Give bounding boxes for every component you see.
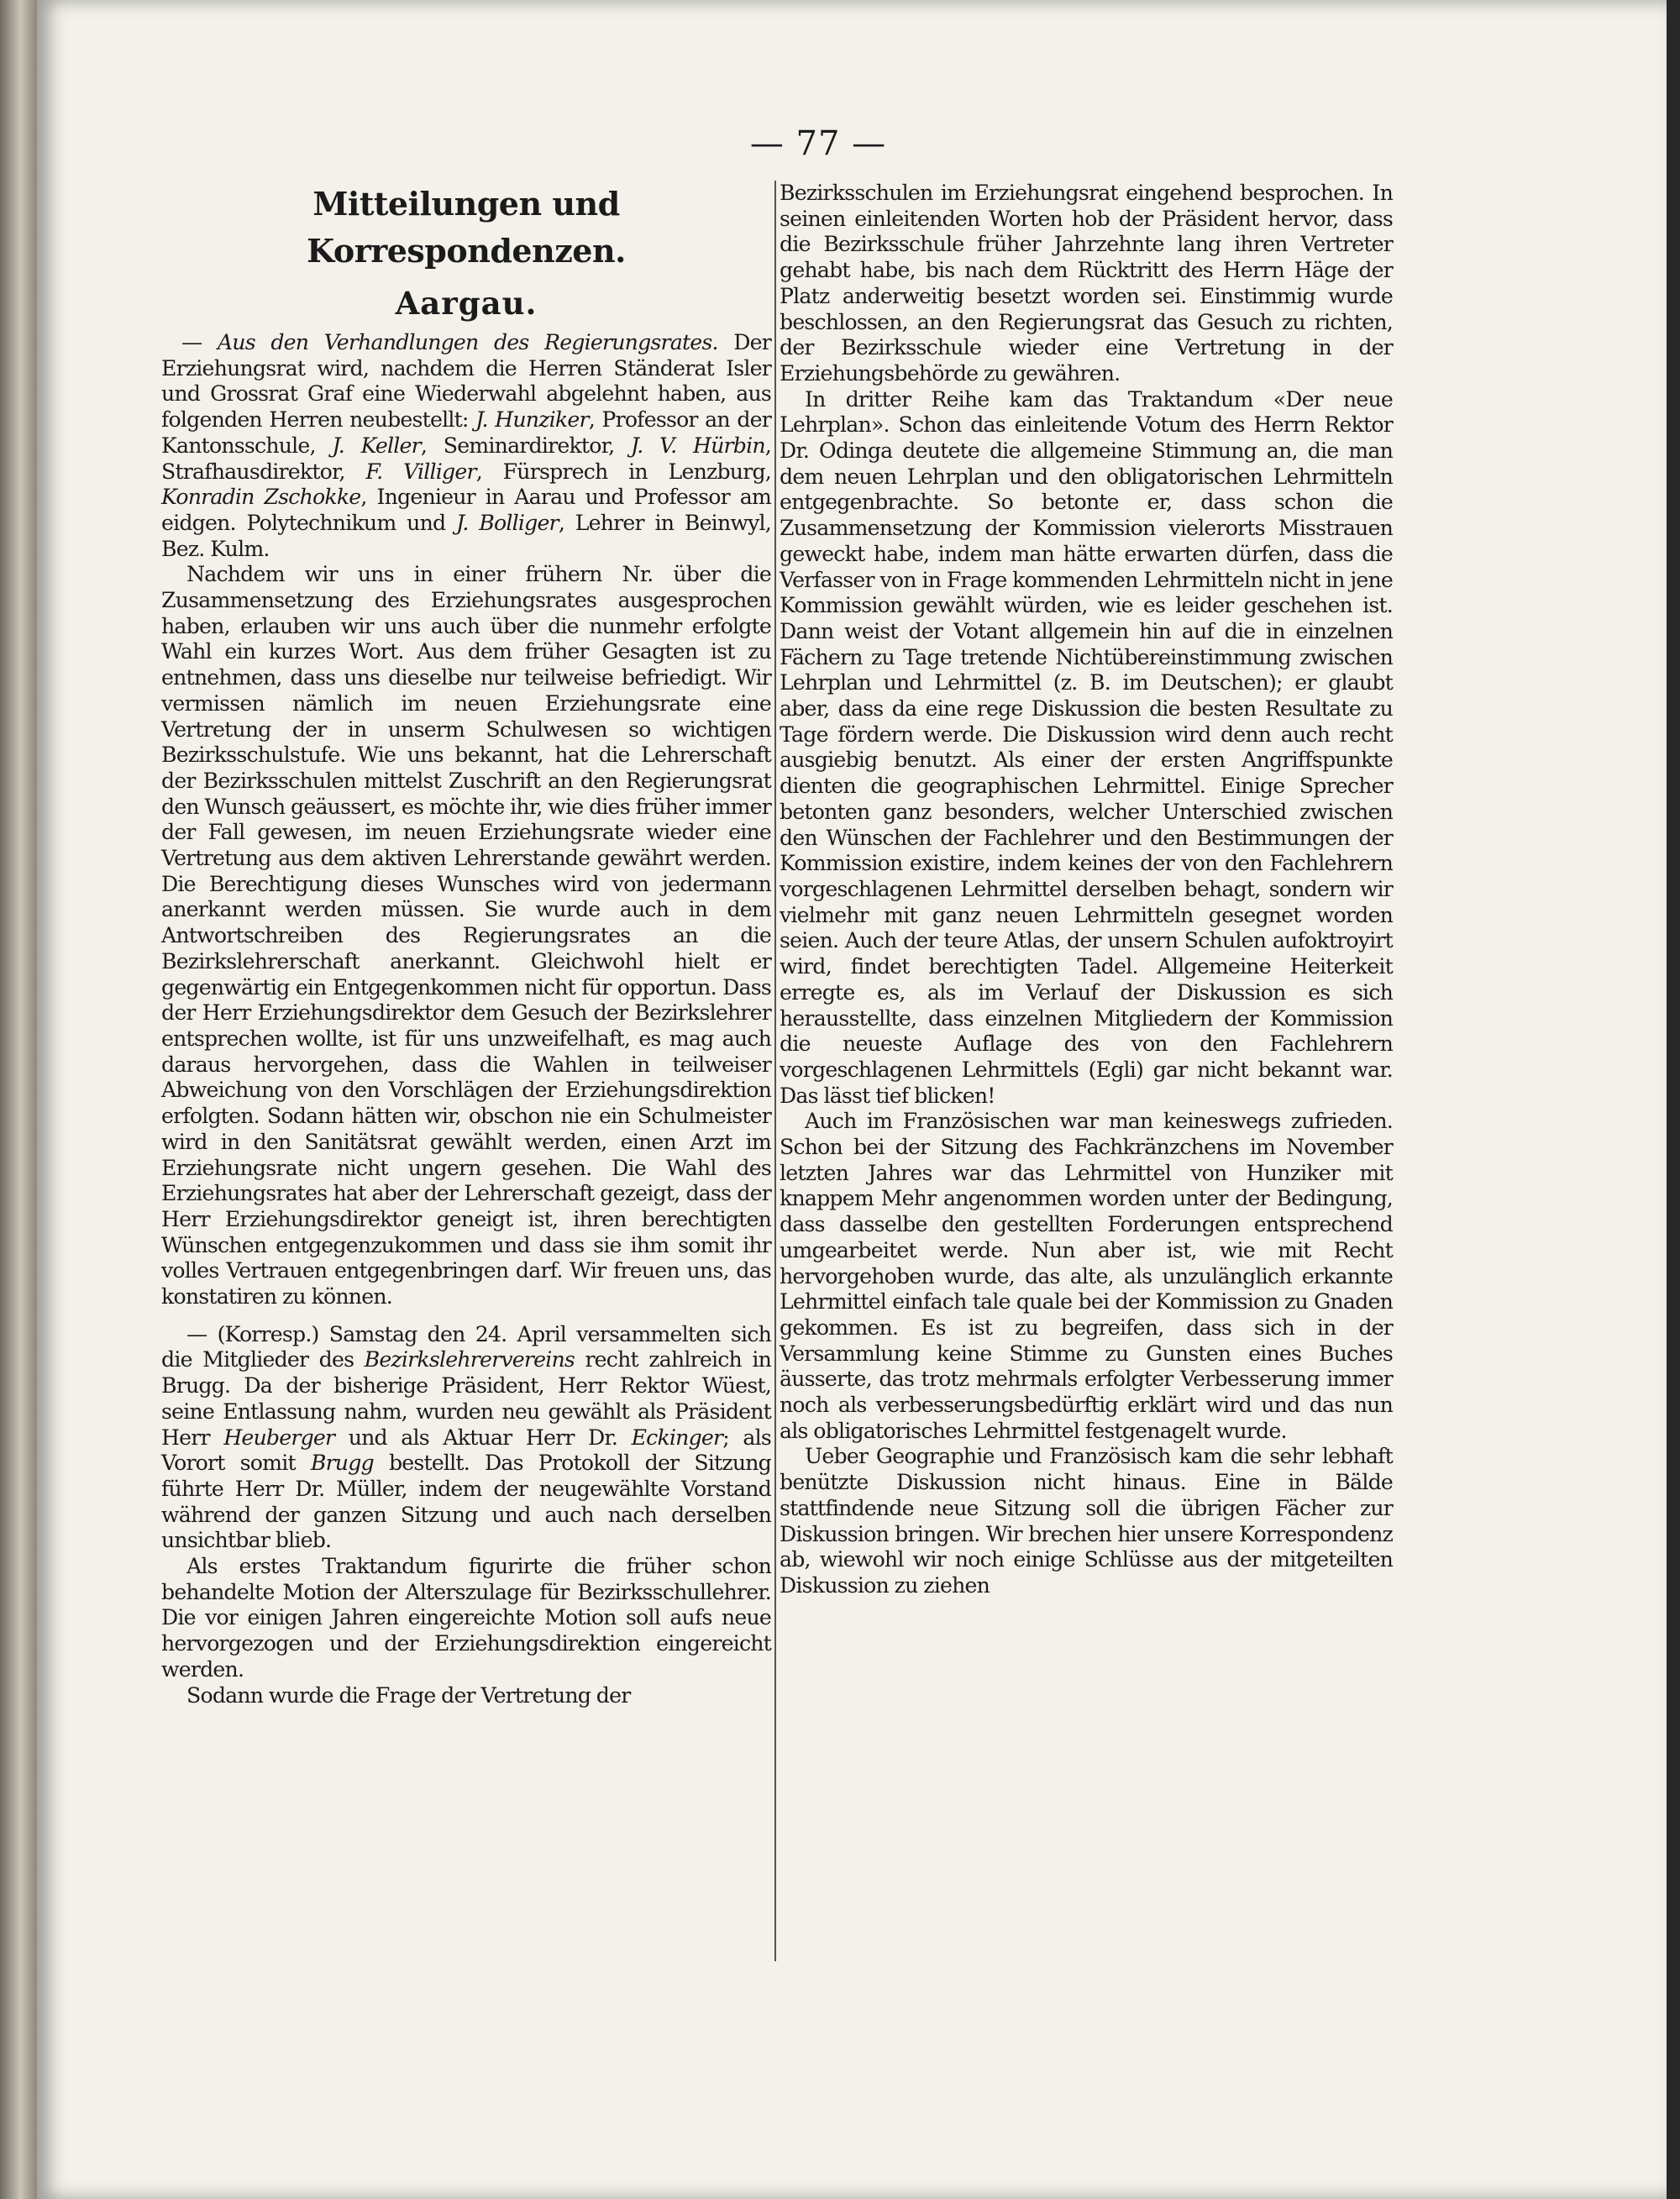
section-heading: Aargau. <box>395 285 538 322</box>
previous-page-edge <box>0 0 37 2199</box>
page-number: — 77 — <box>749 124 887 163</box>
italic-text: Aus den Verhandlungen des Regierungsrates. <box>217 330 718 354</box>
text-run: Nachdem wir uns in einer frühern Nr. über die Zusammensetzung des Erziehungsrates ausgesprochen haben, erlauben wir uns auch über die nunmehr erfolgte Wahl ein kurzes Wort. Aus dem früher Gesagten ist zu entnehmen, dass uns dieselbe nur teilweise befriedigt. Wir vermissen nämlich im neuen Erziehungsrate eine Vertretung der in unserm Schulwesen so wichtigen Bezirksschulstufe. Wie uns bekannt, hat die Lehrerschaft der Bezirksschulen mittelst Zuschrift an den Regierungsrat den Wunsch geäussert, es möchte ihr, wie dies früher immer der Fall gewesen, im neuen Erziehungsrate wieder eine Vertretung aus dem aktiven Lehrerstande gewährt werden. Die Berechtigung dieses Wunsches wird von jedermann anerkannt werden müssen. Sie wurde auch in dem Antwortschreiben des Regierungsrates an die Bezirkslehrerschaft anerkannt. Gleichwohl hielt er gegenwärtig ein Entgegenkommen nicht für opportun. Dass der Herr Erziehungsdirektor dem Gesuch der Bezirkslehrer entsprechen wollte, ist für uns unzweifelhaft, es mag auch daraus hervorgehen, dass die Wahlen in teilweiser Abweichung von den Vorschlägen der Erziehungsdirektion erfolgten. Sodann hätten wir, obschon nie ein Schulmeister wird in den Sanitätsrat gewählt werden, einen Arzt im Erziehungsrate nicht ungern gesehen. Die Wahl des Erziehungsrates hat aber der Lehrerschaft gezeigt, dass der Herr Erziehungsdirektor geneigt ist, ihren berechtigten Wünschen entgegenzukommen und dass sie ihm somit ihr volles Vertrauen entgegenbringen darf. Wir freuen uns, das konstatiren zu können. <box>161 562 772 1309</box>
text-run: , Professor an der Kantonsschule, <box>161 407 771 458</box>
paragraph <box>780 387 1393 1110</box>
italic-text: Konradin Zschokke <box>161 485 361 510</box>
text-run: , Fürsprech in Lenzburg, <box>475 459 771 484</box>
text-run: Der Erziehungsrat wird, nachdem die Herren Ständerat Isler und Grossrat Graf eine Wiederwahl abgelehnt haben, aus folgenden Herren neubestellt: <box>161 330 771 433</box>
paragraph <box>780 1444 1393 1598</box>
paragraph <box>161 1554 771 1683</box>
text-run: ; als Vorort somit <box>161 1425 771 1476</box>
paragraph <box>161 562 771 1309</box>
text-run: Auch im Französischen war man keineswegs zufrieden. Schon bei der Sitzung des Fachkränzchens im November letzten Jahres war das Lehrmittel von Hunziker mit knappem Mehr angenommen worden unter der Bedingung, dass dasselbe den gestellten Forderungen entsprechend umgearbeitet werde. Nun aber ist, wie mit Recht hervorgehoben wurde, das alte, als unzulänglich erkannte Lehrmittel einfach tale quale bei der Kommission zu Gnaden gekommen. Es ist zu begreifen, dass sich in der Versammlung keine Stimme zu Gunsten eines Buches äusserte, das trotz mehrmals erfolgter Verbesserung immer noch als verbesserungsbedürftig erklärt wird und das nun als obligatorisches Lehrmittel festgenagelt wurde. <box>780 1109 1393 1443</box>
italic-text: Bezirkslehrervereins <box>364 1347 575 1372</box>
paragraph <box>780 1109 1393 1444</box>
text-run: recht zahlreich in Brugg. Da der bisherige Präsident, Herr Rektor Wüest, seine Entlassung nahm, wurden neu gewählt als Präsident Herr <box>161 1347 771 1450</box>
column-divider <box>774 181 776 1961</box>
text-run: bestellt. Das Protokoll der Sitzung führte Herr Dr. Müller, indem der neugewählte Vorstand während der ganzen Sitzung und auch nach derselben unsichtbar blieb. <box>161 1451 772 1553</box>
paragraph <box>780 181 1393 387</box>
text-run: , Strafhausdirektor, <box>161 433 771 484</box>
text-run: und als Aktuar Herr Dr. <box>334 1425 632 1450</box>
left-column <box>161 181 771 1708</box>
paragraph <box>161 330 771 562</box>
italic-text: Brugg <box>310 1451 374 1476</box>
text-run: Bezirksschulen im Erziehungsrat eingehend besprochen. In seinen einleitenden Worten hob der Präsident hervor, dass die Bezirksschule früher Jahrzehnte lang ihren Vertreter gehabt habe, bis nach dem Rücktritt des Herrn Häge der Platz anderweitig besetzt worden sei. Einstimmig wurde beschlossen, an den Regierungsrat das Gesuch zu richten, der Bezirksschule wieder eine Vertretung in der Erziehungsbehörde zu gewähren. <box>780 181 1393 386</box>
text-run: , Seminardirektor, <box>420 433 631 458</box>
page <box>37 0 1667 2199</box>
text-run: Ueber Geographie und Französisch kam die sehr lebhaft benützte Diskussion nicht hinaus. Eine in Bälde stattfindende neue Sitzung soll die übrigen Fächer zur Diskussion bringen. Wir brechen hier unsere Korrespondenz ab, wiewohl wir noch einige Schlüsse aus der mitgeteilten Diskussion zu ziehen <box>780 1444 1393 1598</box>
italic-text: J. Keller <box>332 433 421 458</box>
italic-text: J. V. Hürbin <box>630 433 765 458</box>
text-run: — <box>181 330 218 354</box>
right-column <box>780 181 1393 1599</box>
text-run: , Ingenieur in Aarau und Professor am eidgen. Polytechnikum und <box>161 485 771 535</box>
italic-text: Heuberger <box>223 1425 335 1450</box>
paragraph <box>161 1683 771 1709</box>
text-run: — (Korresp.) Samstag den 24. April versammelten sich die Mitglieder des <box>161 1321 771 1372</box>
italic-text: J. Hunziker <box>475 407 589 433</box>
italic-text: Eckinger <box>631 1425 723 1450</box>
text-run: , Lehrer in Beinwyl, Bez. Kulm. <box>161 510 772 561</box>
text-run: In dritter Reihe kam das Traktandum «Der neue Lehrplan». Schon das einleitende Votum des Herrn Rektor Dr. Odinga deutete die allgemeine Stimmung an, die man dem neuen Lehrplan und den obligatorischen Lehrmitteln entgegenbrachte. So betonte er, dass schon die Zusammensetzung der Kommission vielerorts Misstrauen geweckt habe, indem man hätte erwarten dürfen, dass die Verfasser von in Frage kommenden Lehrmitteln nicht in jene Kommission gewählt würden, wie es leider geschehen ist. Dann weist der Votant allgemein hin auf die in einzelnen Fächern zu Tage tretende Nichtübereinstimmung zwischen Lehrplan und Lehrmittel (z. B. im Deutschen); er glaubt aber, dass da eine rege Diskussion die besten Resultate zu Tage fördern werde. Die Diskussion wird denn auch recht ausgiebig benutzt. Als einer der ersten Angriffspunkte dienten die geographischen Lehrmittel. Einige Sprecher betonten ganz besonders, welcher Unterschied zwischen den Wünschen der Fachlehrer und den Bestimmungen der Kommission existire, indem keines der von den Fachlehrern vorgeschlagenen Lehrmittel derselben behagt, sondern wir vielmehr mit ganz neuen Lehrmitteln gesegnet worden seien. Auch der teure Atlas, der unsern Schulen aufoktroyirt wird, findet berechtigten Tadel. Allgemeine Heiterkeit erregte es, als im Verlauf der Diskussion es sich herausstellte, dass einzelnen Mitgliedern der Kommission die neueste Auflage des von den Fachlehrern vorgeschlagenen Lehrmittels (Egli) gar nicht bekannt war. Das lässt tief blicken! <box>780 386 1393 1108</box>
text-run: Sodann wurde die Frage der Vertretung der <box>186 1682 631 1708</box>
italic-text: J. Bolliger <box>456 510 559 535</box>
text-run: Als erstes Traktandum figurirte die früher schon behandelte Motion der Alterszulage für Bezirksschullehrer. Die vor einigen Jahren eingereichte Motion soll aufs neue hervorgezogen und der Erziehungsdirektion eingereicht werden. <box>161 1554 771 1682</box>
paragraph <box>161 1322 771 1554</box>
italic-text: F. Villiger <box>365 459 476 484</box>
article-title: Mitteilungen und Korrespondenzen. <box>307 185 626 270</box>
